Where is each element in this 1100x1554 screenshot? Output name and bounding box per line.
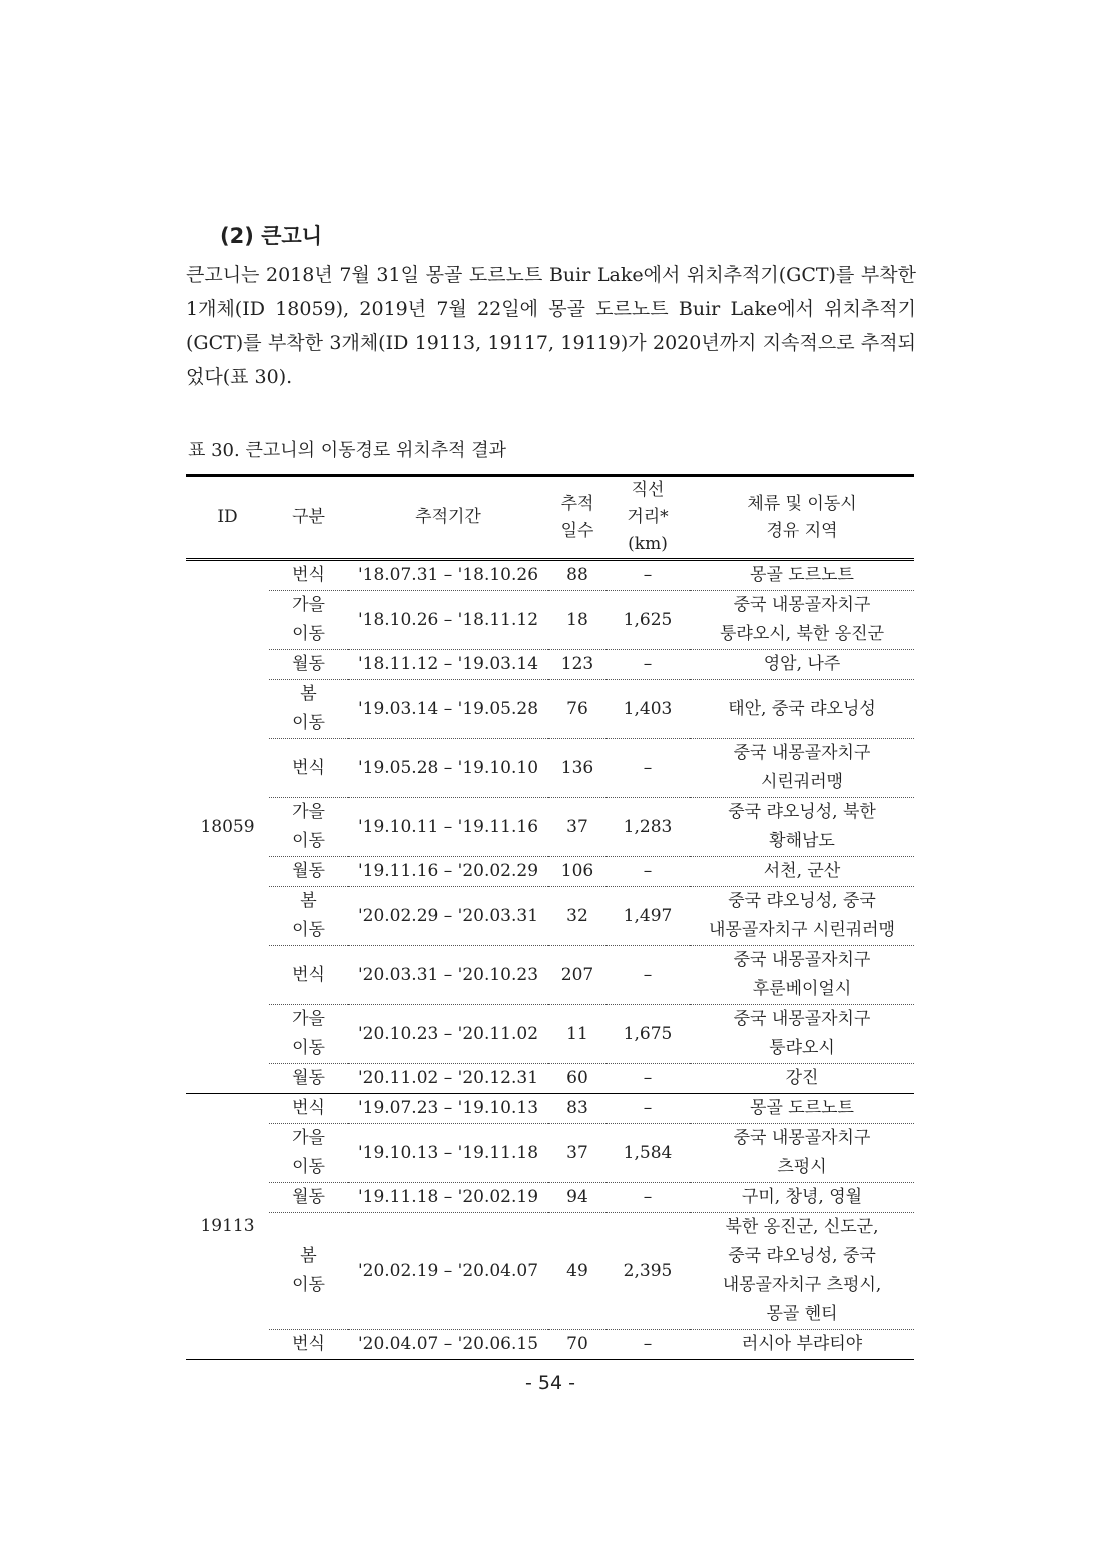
header-distance-line: 직선 (631, 480, 665, 500)
cell-period: '18.11.12 – '19.03.14 (348, 650, 548, 680)
cell-region-line: 시린궈러맹 (760, 772, 844, 792)
cell-days: 106 (548, 857, 606, 887)
cell-region-line: 중국 랴오닝성, 중국 (728, 1246, 876, 1266)
cell-days: 83 (548, 1094, 606, 1124)
table-row (186, 1183, 914, 1213)
cell-distance: 1,584 (606, 1124, 690, 1183)
cell-period: '20.02.19 – '20.04.07 (348, 1213, 548, 1330)
cell-period: '19.10.13 – '19.11.18 (348, 1124, 548, 1183)
cell-category (269, 739, 348, 798)
table-row (186, 857, 914, 887)
cell-region (690, 1094, 914, 1124)
cell-distance: – (606, 650, 690, 680)
cell-region (690, 650, 914, 680)
header-period: 추적기간 (415, 507, 481, 527)
cell-period: '20.02.29 – '20.03.31 (348, 887, 548, 946)
cell-distance: – (606, 560, 690, 591)
cell-id: 18059 (186, 560, 269, 1094)
table-row (186, 680, 914, 739)
cell-category-line: 가을 (292, 1009, 325, 1029)
cell-category (269, 1183, 348, 1213)
table-body (186, 560, 914, 1360)
cell-category (269, 560, 348, 591)
cell-region (690, 1064, 914, 1094)
cell-category-line: 이동 (292, 1038, 325, 1058)
cell-distance: – (606, 857, 690, 887)
cell-days: 60 (548, 1064, 606, 1094)
cell-days: 32 (548, 887, 606, 946)
header-distance-line: (km) (628, 534, 668, 554)
table-caption: 표 30. 큰고니의 이동경로 위치추적 결과 (188, 440, 507, 461)
cell-category-line: 봄 (300, 684, 317, 704)
table-row (186, 798, 914, 857)
cell-region-line: 중국 랴오닝성, 중국 (728, 891, 876, 911)
cell-category-line: 번식 (292, 1334, 325, 1354)
cell-region-line: 중국 랴오닝성, 북한 (728, 802, 876, 822)
cell-region-line: 퉁랴오시, 북한 옹진군 (719, 624, 884, 644)
cell-region (690, 857, 914, 887)
cell-category-line: 가을 (292, 595, 325, 615)
cell-category-line: 이동 (292, 624, 325, 644)
tracking-results-table (186, 474, 914, 1360)
cell-id: 19113 (186, 1094, 269, 1360)
cell-distance: – (606, 1330, 690, 1360)
cell-days: 123 (548, 650, 606, 680)
cell-region-line: 중국 내몽골자치구 (733, 950, 871, 970)
cell-period: '19.11.18 – '20.02.19 (348, 1183, 548, 1213)
cell-period: '19.05.28 – '19.10.10 (348, 739, 548, 798)
cell-days: 94 (548, 1183, 606, 1213)
cell-category-line: 이동 (292, 920, 325, 940)
cell-region (690, 739, 914, 798)
cell-region (690, 1213, 914, 1330)
cell-region-line: 강진 (785, 1068, 819, 1088)
header-days-line: 일수 (560, 520, 594, 541)
cell-region-line: 몽골 도르노트 (750, 565, 854, 585)
cell-region (690, 1005, 914, 1064)
cell-days: 49 (548, 1213, 606, 1330)
table-row (186, 887, 914, 946)
table-row (186, 591, 914, 650)
cell-region (690, 1124, 914, 1183)
cell-distance: 1,625 (606, 591, 690, 650)
cell-period: '20.10.23 – '20.11.02 (348, 1005, 548, 1064)
cell-distance: – (606, 1094, 690, 1124)
cell-period: '20.04.07 – '20.06.15 (348, 1330, 548, 1360)
cell-region-line: 서천, 군산 (763, 861, 841, 881)
header-distance-line: 거리* (627, 507, 669, 527)
cell-region-line: 몽골 도르노트 (750, 1098, 854, 1118)
cell-region-line: 중국 내몽골자치구 (733, 1128, 871, 1148)
cell-period: '20.11.02 – '20.12.31 (348, 1064, 548, 1094)
cell-distance: 2,395 (606, 1213, 690, 1330)
cell-category-line: 이동 (292, 831, 325, 851)
cell-category (269, 946, 348, 1005)
cell-region (690, 560, 914, 591)
cell-region-line: 내몽골자치구 츠펑시, (722, 1275, 882, 1295)
header-distance (606, 476, 690, 560)
cell-period: '18.10.26 – '18.11.12 (348, 591, 548, 650)
cell-category-line: 이동 (292, 1157, 325, 1177)
header-region-line: 체류 및 이동시 (747, 493, 857, 514)
cell-distance: – (606, 739, 690, 798)
header-id: ID (217, 507, 238, 527)
cell-category-line: 번식 (292, 565, 325, 585)
cell-region (690, 1183, 914, 1213)
header-region-line: 경유 지역 (766, 520, 838, 541)
cell-category (269, 798, 348, 857)
cell-days: 88 (548, 560, 606, 591)
table-row (186, 650, 914, 680)
cell-region-line: 북한 옹진군, 신도군, (725, 1217, 879, 1237)
cell-category-line: 번식 (292, 757, 325, 778)
cell-distance: 1,403 (606, 680, 690, 739)
cell-distance: 1,283 (606, 798, 690, 857)
cell-category-line: 이동 (292, 1275, 325, 1295)
cell-region-line: 중국 내몽골자치구 (733, 1009, 871, 1029)
cell-days: 37 (548, 1124, 606, 1183)
cell-category-line: 월동 (292, 861, 325, 881)
cell-days: 136 (548, 739, 606, 798)
cell-distance: – (606, 1064, 690, 1094)
header-region (690, 476, 914, 560)
cell-region-line: 중국 내몽골자치구 (733, 595, 871, 615)
cell-category-line: 봄 (300, 891, 317, 911)
cell-period: '19.10.11 – '19.11.16 (348, 798, 548, 857)
cell-period: '20.03.31 – '20.10.23 (348, 946, 548, 1005)
table-row (186, 1330, 914, 1360)
cell-category (269, 1124, 348, 1183)
cell-distance: – (606, 1183, 690, 1213)
cell-category-line: 번식 (292, 964, 325, 985)
cell-region (690, 1330, 914, 1360)
cell-region (690, 946, 914, 1005)
cell-region-line: 츠펑시 (777, 1157, 827, 1177)
table-row (186, 1094, 914, 1124)
cell-distance: 1,497 (606, 887, 690, 946)
cell-days: 37 (548, 798, 606, 857)
cell-category (269, 1094, 348, 1124)
body-paragraph: 큰고니는 2018년 7월 31일 몽골 도르노트 Buir Lake에서 위치추적기(GCT)를 부착한 1개체(ID 18059), 2019년 7월 22일에 몽골 도르노트 Buir Lake에서 위치추적기(GCT)를 부착한 3개체(ID 19113, 19117, 19119)가 2020년까지 지속적으로 추적되었다(표 30). (186, 264, 916, 388)
cell-period: '18.07.31 – '18.10.26 (348, 560, 548, 591)
table-row (186, 1064, 914, 1094)
cell-region-line: 후룬베이얼시 (752, 979, 852, 999)
cell-days: 76 (548, 680, 606, 739)
cell-category (269, 1064, 348, 1094)
cell-category (269, 1213, 348, 1330)
cell-region-line: 황해남도 (769, 831, 835, 851)
cell-category (269, 591, 348, 650)
cell-days: 70 (548, 1330, 606, 1360)
cell-category (269, 857, 348, 887)
table-header-row (186, 476, 914, 560)
table-row (186, 1005, 914, 1064)
table-row (186, 946, 914, 1005)
cell-category (269, 887, 348, 946)
cell-region-line: 태안, 중국 랴오닝성 (728, 698, 876, 719)
cell-period: '19.07.23 – '19.10.13 (348, 1094, 548, 1124)
cell-region (690, 680, 914, 739)
section-heading: (2) 큰고니 (220, 224, 322, 248)
cell-days: 11 (548, 1005, 606, 1064)
page-number: - 54 - (525, 1372, 575, 1394)
cell-period: '19.03.14 – '19.05.28 (348, 680, 548, 739)
cell-category-line: 봄 (300, 1246, 317, 1266)
cell-region (690, 887, 914, 946)
table-row (186, 1124, 914, 1183)
table-row (186, 739, 914, 798)
table-row (186, 560, 914, 591)
cell-region-line: 몽골 헨티 (766, 1304, 838, 1324)
table-row (186, 1213, 914, 1330)
cell-category-line: 월동 (292, 1187, 325, 1207)
header-days-line: 추적 (560, 493, 594, 514)
cell-region (690, 591, 914, 650)
cell-category (269, 680, 348, 739)
cell-region (690, 798, 914, 857)
cell-category-line: 월동 (292, 1068, 325, 1088)
cell-days: 18 (548, 591, 606, 650)
cell-period: '19.11.16 – '20.02.29 (348, 857, 548, 887)
cell-days: 207 (548, 946, 606, 1005)
cell-category (269, 1330, 348, 1360)
cell-distance: – (606, 946, 690, 1005)
cell-category-line: 월동 (292, 654, 325, 674)
header-category: 구분 (292, 507, 325, 527)
cell-category (269, 650, 348, 680)
cell-region-line: 영암, 나주 (763, 654, 841, 674)
cell-region-line: 구미, 창녕, 영월 (741, 1187, 863, 1207)
cell-region-line: 퉁랴오시 (769, 1038, 835, 1058)
cell-category-line: 이동 (292, 713, 325, 733)
cell-distance: 1,675 (606, 1005, 690, 1064)
cell-category-line: 가을 (292, 802, 325, 822)
cell-region-line: 러시아 부랴티야 (741, 1334, 863, 1354)
cell-category (269, 1005, 348, 1064)
cell-region-line: 중국 내몽골자치구 (733, 743, 871, 763)
header-days (548, 476, 606, 560)
cell-region-line: 내몽골자치구 시린궈러맹 (708, 920, 896, 940)
cell-category-line: 가을 (292, 1128, 325, 1148)
cell-category-line: 번식 (292, 1098, 325, 1118)
